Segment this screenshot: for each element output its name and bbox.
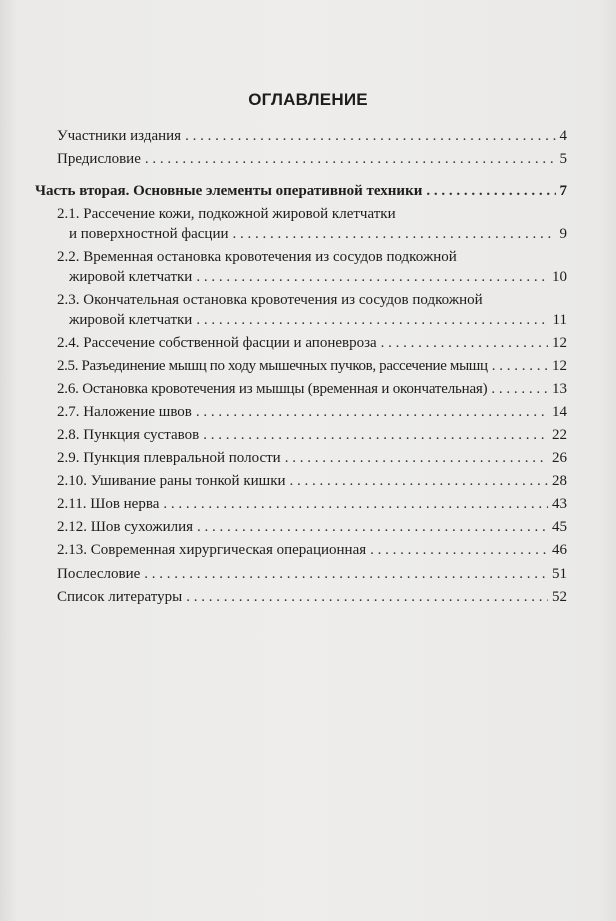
toc-entry-page: 12 (552, 335, 567, 351)
dot-leader (285, 449, 548, 467)
dot-leader (370, 541, 548, 559)
dot-leader (492, 357, 548, 375)
toc-entry-page: 51 (552, 566, 567, 582)
toc-entry-label: 2.8. Пункция суставов (57, 427, 200, 443)
toc-entry-label: 2.7. Наложение швов (57, 404, 192, 420)
toc-entry-page: 26 (552, 450, 567, 466)
toc-entry-2-9[interactable] (57, 449, 567, 467)
dot-leader (290, 472, 548, 490)
dot-leader (426, 182, 555, 200)
toc-entry-2-10[interactable] (57, 472, 567, 490)
toc-entry-preface[interactable] (57, 150, 567, 168)
dot-leader (186, 588, 548, 606)
toc-title: ОГЛАВЛЕНИЕ (248, 90, 368, 109)
toc-entry-afterword[interactable] (57, 565, 567, 583)
dot-leader (233, 225, 556, 243)
toc-entry-page: 28 (552, 473, 567, 489)
toc-entry-page: 11 (552, 312, 567, 328)
toc-entry-label: Предисловие (57, 151, 141, 167)
toc-entry-page: 14 (552, 404, 567, 420)
toc-entry-2-3-line1: 2.3. Окончательная остановка кровотечения из сосудов подкожной (57, 292, 483, 308)
toc-entry-page: 45 (552, 519, 567, 535)
toc-entry-2-7[interactable] (57, 403, 567, 421)
dot-leader (381, 334, 548, 352)
toc-entry-page: 10 (552, 269, 567, 285)
toc-entry-2-8[interactable] (57, 426, 567, 444)
toc-entry-label: Список литературы (57, 589, 183, 605)
toc-entry-page: 22 (552, 427, 567, 443)
toc-entry-label: 2.6. Остановка кровотечения из мышцы (временная и окончательная) (57, 381, 488, 397)
toc-entry-label: и поверхностной фасции (69, 226, 229, 242)
toc-entry-page: 13 (552, 381, 567, 397)
toc-entry-2-6[interactable] (57, 380, 567, 398)
toc-entry-label: 2.11. Шов нерва (57, 496, 160, 512)
toc-entry-label: Участники издания (57, 128, 182, 144)
toc-entry-2-12[interactable] (57, 518, 567, 536)
toc-entry-page: 12 (552, 358, 567, 374)
toc-entry-contributors[interactable] (57, 127, 567, 145)
toc-entry-2-1-line1: 2.1. Рассечение кожи, подкожной жировой клетчатки (57, 206, 396, 222)
toc-entry-page: 9 (559, 226, 567, 242)
toc-entry-label: жировой клетчатки (69, 269, 193, 285)
toc-entry-label: 2.10. Ушивание раны тонкой кишки (57, 473, 286, 489)
toc-entry-page: 52 (552, 589, 567, 605)
toc-entry-label: Часть вторая. Основные элементы оперативной техники (35, 183, 423, 199)
toc-entry-references[interactable] (57, 588, 567, 606)
dot-leader (196, 403, 548, 421)
toc-entry-2-3[interactable] (69, 311, 567, 329)
toc-entry-page: 43 (552, 496, 567, 512)
toc-entry-label: 2.12. Шов сухожилия (57, 519, 194, 535)
dot-leader (203, 426, 548, 444)
toc-entry-label: 2.13. Современная хирургическая операционная (57, 542, 367, 558)
dot-leader (196, 311, 548, 329)
toc-entry-2-2-line1: 2.2. Временная остановка кровотечения из сосудов подкожной (57, 249, 457, 265)
toc-entry-part-two[interactable] (35, 182, 567, 200)
toc-entry-page: 46 (552, 542, 567, 558)
toc-entry-2-2[interactable] (69, 268, 567, 286)
toc-entry-2-11[interactable] (57, 495, 567, 513)
toc-entry-page: 4 (559, 128, 567, 144)
dot-leader (196, 268, 548, 286)
dot-leader (491, 380, 548, 398)
toc-entry-2-4[interactable] (57, 334, 567, 352)
toc-entry-page: 7 (559, 183, 567, 199)
dot-leader (145, 150, 556, 168)
dot-leader (163, 495, 548, 513)
dot-leader (185, 127, 555, 145)
dot-leader (144, 565, 548, 583)
toc-entry-label: 2.5. Разъединение мышц по ходу мышечных пучков, рассечение мышц (57, 358, 488, 374)
toc-entry-2-1[interactable] (69, 225, 567, 243)
dot-leader (197, 518, 548, 536)
toc-entry-label: Послесловие (57, 566, 141, 582)
toc-entry-page: 5 (559, 151, 567, 167)
toc-entry-2-5[interactable] (57, 357, 567, 375)
toc-entry-label: жировой клетчатки (69, 312, 193, 328)
toc-entry-2-13[interactable] (57, 541, 567, 559)
toc-entry-label: 2.9. Пункция плевральной полости (57, 450, 281, 466)
toc-entry-label: 2.4. Рассечение собственной фасции и апоневроза (57, 335, 377, 351)
